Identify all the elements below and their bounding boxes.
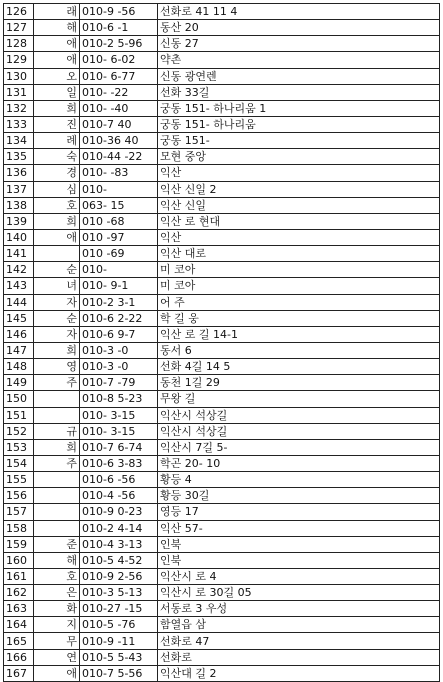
- address-cell: 인북: [158, 536, 440, 552]
- phone-cell: 010-7 40: [80, 116, 158, 132]
- address-cell: 학 길 웅: [158, 310, 440, 326]
- address-cell: 선화 33길: [158, 84, 440, 100]
- phone-cell: 010- -22: [80, 84, 158, 100]
- address-cell: 익산시 석상길: [158, 407, 440, 423]
- address-cell: 선화로 41 11 4: [158, 4, 440, 20]
- address-cell: 신동 27: [158, 36, 440, 52]
- name-cell: 영: [34, 359, 80, 375]
- name-cell: 무: [34, 633, 80, 649]
- row-number: 164: [4, 617, 34, 633]
- phone-cell: 010- 9-1: [80, 278, 158, 294]
- row-number: 163: [4, 601, 34, 617]
- phone-cell: 063- 15: [80, 197, 158, 213]
- row-number: 151: [4, 407, 34, 423]
- phone-cell: 010- -83: [80, 165, 158, 181]
- row-number: 126: [4, 4, 34, 20]
- row-number: 144: [4, 294, 34, 310]
- phone-cell: 010-: [80, 181, 158, 197]
- phone-cell: 010-9 -56: [80, 4, 158, 20]
- name-cell: 일: [34, 84, 80, 100]
- name-cell: 희: [34, 100, 80, 116]
- phone-cell: 010-7 -79: [80, 375, 158, 391]
- row-number: 131: [4, 84, 34, 100]
- row-number: 157: [4, 504, 34, 520]
- address-cell: 선화로: [158, 649, 440, 665]
- phone-cell: 010-9 -11: [80, 633, 158, 649]
- phone-cell: 010 -97: [80, 229, 158, 245]
- address-cell: 무왕 길: [158, 391, 440, 407]
- phone-cell: 010-7 6-74: [80, 439, 158, 455]
- phone-cell: 010-9 2-56: [80, 568, 158, 584]
- address-cell: 선화 4길 14 5: [158, 359, 440, 375]
- row-number: 141: [4, 246, 34, 262]
- phone-cell: 010-4 3-13: [80, 536, 158, 552]
- name-cell: 지: [34, 617, 80, 633]
- address-cell: 황등 30길: [158, 488, 440, 504]
- address-cell: 모현 중앙: [158, 149, 440, 165]
- name-cell: 희: [34, 439, 80, 455]
- address-cell: 익산시 로 30길 05: [158, 585, 440, 601]
- row-number: 156: [4, 488, 34, 504]
- row-number: 139: [4, 213, 34, 229]
- address-cell: 신동 광연렌: [158, 68, 440, 84]
- row-number: 149: [4, 375, 34, 391]
- name-cell: 희: [34, 213, 80, 229]
- row-number: 167: [4, 665, 34, 681]
- name-cell: 주: [34, 455, 80, 471]
- address-cell: 익산시 로 4: [158, 568, 440, 584]
- row-number: 166: [4, 649, 34, 665]
- name-cell: 오: [34, 68, 80, 84]
- name-cell: 래: [34, 4, 80, 20]
- name-cell: 진: [34, 116, 80, 132]
- row-number: 159: [4, 536, 34, 552]
- address-cell: 익산 신일 2: [158, 181, 440, 197]
- row-number: 147: [4, 342, 34, 358]
- row-number: 165: [4, 633, 34, 649]
- phone-cell: 010- 6-77: [80, 68, 158, 84]
- address-cell: 궁동 151- 하나리움 1: [158, 100, 440, 116]
- address-cell: 익산 로 현대: [158, 213, 440, 229]
- row-number: 150: [4, 391, 34, 407]
- phone-cell: 010 -68: [80, 213, 158, 229]
- name-cell: 해: [34, 20, 80, 36]
- name-cell: 순: [34, 262, 80, 278]
- address-cell: 익산: [158, 165, 440, 181]
- address-cell: 약촌: [158, 52, 440, 68]
- address-cell: 영등 17: [158, 504, 440, 520]
- phone-cell: 010-5 5-43: [80, 649, 158, 665]
- row-number: 142: [4, 262, 34, 278]
- phone-cell: 010-6 2-22: [80, 310, 158, 326]
- row-number: 127: [4, 20, 34, 36]
- row-number: 138: [4, 197, 34, 213]
- address-cell: 익산대 길 2: [158, 665, 440, 681]
- address-cell: 익산 57-: [158, 520, 440, 536]
- phone-cell: 010 -69: [80, 246, 158, 262]
- row-number: 129: [4, 52, 34, 68]
- address-cell: 어 주: [158, 294, 440, 310]
- phone-cell: 010-9 0-23: [80, 504, 158, 520]
- name-cell: 숙: [34, 149, 80, 165]
- address-cell: 학곤 20- 10: [158, 455, 440, 471]
- name-cell: 애: [34, 36, 80, 52]
- row-number: 135: [4, 149, 34, 165]
- row-number: 140: [4, 229, 34, 245]
- address-cell: 황등 4: [158, 472, 440, 488]
- address-cell: 함열읍 삼: [158, 617, 440, 633]
- row-number: 162: [4, 585, 34, 601]
- name-cell: 화: [34, 601, 80, 617]
- name-cell: 순: [34, 310, 80, 326]
- name-cell: 애: [34, 665, 80, 681]
- phone-cell: 010-44 -22: [80, 149, 158, 165]
- row-number: 158: [4, 520, 34, 536]
- row-number: 152: [4, 423, 34, 439]
- address-cell: 익산 신일: [158, 197, 440, 213]
- name-cell: 애: [34, 52, 80, 68]
- phone-cell: 010-6 9-7: [80, 326, 158, 342]
- address-cell: 미 코아: [158, 278, 440, 294]
- phone-cell: 010-7 5-56: [80, 665, 158, 681]
- phone-cell: 010-2 5-96: [80, 36, 158, 52]
- phone-cell: 010-: [80, 262, 158, 278]
- row-number: 154: [4, 455, 34, 471]
- row-number: 155: [4, 472, 34, 488]
- phone-cell: 010-6 -56: [80, 472, 158, 488]
- name-cell: 경: [34, 165, 80, 181]
- name-cell: 희: [34, 342, 80, 358]
- phone-cell: 010- 3-15: [80, 423, 158, 439]
- phone-cell: 010-3 -0: [80, 342, 158, 358]
- row-number: 160: [4, 552, 34, 568]
- row-number: 146: [4, 326, 34, 342]
- address-cell: 익산: [158, 229, 440, 245]
- address-cell: 익산시 석상길: [158, 423, 440, 439]
- name-cell: 주: [34, 375, 80, 391]
- name-cell: 해: [34, 552, 80, 568]
- row-number: 143: [4, 278, 34, 294]
- address-cell: 인북: [158, 552, 440, 568]
- row-number: 128: [4, 36, 34, 52]
- phone-cell: 010-27 -15: [80, 601, 158, 617]
- row-number: 130: [4, 68, 34, 84]
- row-number: 134: [4, 133, 34, 149]
- name-cell: 준: [34, 536, 80, 552]
- name-cell: 연: [34, 649, 80, 665]
- row-number: 153: [4, 439, 34, 455]
- address-cell: 익산시 7길 5-: [158, 439, 440, 455]
- phone-cell: 010-8 5-23: [80, 391, 158, 407]
- row-number: 133: [4, 116, 34, 132]
- address-cell: 동서 6: [158, 342, 440, 358]
- row-number: 136: [4, 165, 34, 181]
- phone-cell: 010-4 -56: [80, 488, 158, 504]
- phone-cell: 010-36 40: [80, 133, 158, 149]
- address-cell: 익산 로 길 14-1: [158, 326, 440, 342]
- name-cell: 은: [34, 585, 80, 601]
- address-cell: 궁동 151-: [158, 133, 440, 149]
- name-cell: 애: [34, 229, 80, 245]
- name-cell: 규: [34, 423, 80, 439]
- phone-cell: 010-5 4-52: [80, 552, 158, 568]
- address-cell: 동천 1길 29: [158, 375, 440, 391]
- address-cell: 동산 20: [158, 20, 440, 36]
- phone-cell: 010-2 4-14: [80, 520, 158, 536]
- name-cell: 호: [34, 568, 80, 584]
- name-cell: 자: [34, 294, 80, 310]
- phone-cell: 010- -40: [80, 100, 158, 116]
- name-cell: 례: [34, 133, 80, 149]
- address-cell: 서동로 3 우성: [158, 601, 440, 617]
- address-cell: 선화로 47: [158, 633, 440, 649]
- name-cell: 심: [34, 181, 80, 197]
- phone-cell: 010-3 5-13: [80, 585, 158, 601]
- row-number: 161: [4, 568, 34, 584]
- phone-cell: 010-6 3-83: [80, 455, 158, 471]
- row-number: 148: [4, 359, 34, 375]
- phone-cell: 010- 6-02: [80, 52, 158, 68]
- phone-cell: 010-2 3-1: [80, 294, 158, 310]
- address-cell: 미 코아: [158, 262, 440, 278]
- address-cell: 궁동 151- 하나리움: [158, 116, 440, 132]
- name-cell: 호: [34, 197, 80, 213]
- phone-cell: 010-6 -1: [80, 20, 158, 36]
- phone-cell: 010-5 -76: [80, 617, 158, 633]
- phone-cell: 010- 3-15: [80, 407, 158, 423]
- row-number: 145: [4, 310, 34, 326]
- row-number: 137: [4, 181, 34, 197]
- row-number: 132: [4, 100, 34, 116]
- address-cell: 익산 대로: [158, 246, 440, 262]
- phone-cell: 010-3 -0: [80, 359, 158, 375]
- name-cell: 녀: [34, 278, 80, 294]
- name-cell: 자: [34, 326, 80, 342]
